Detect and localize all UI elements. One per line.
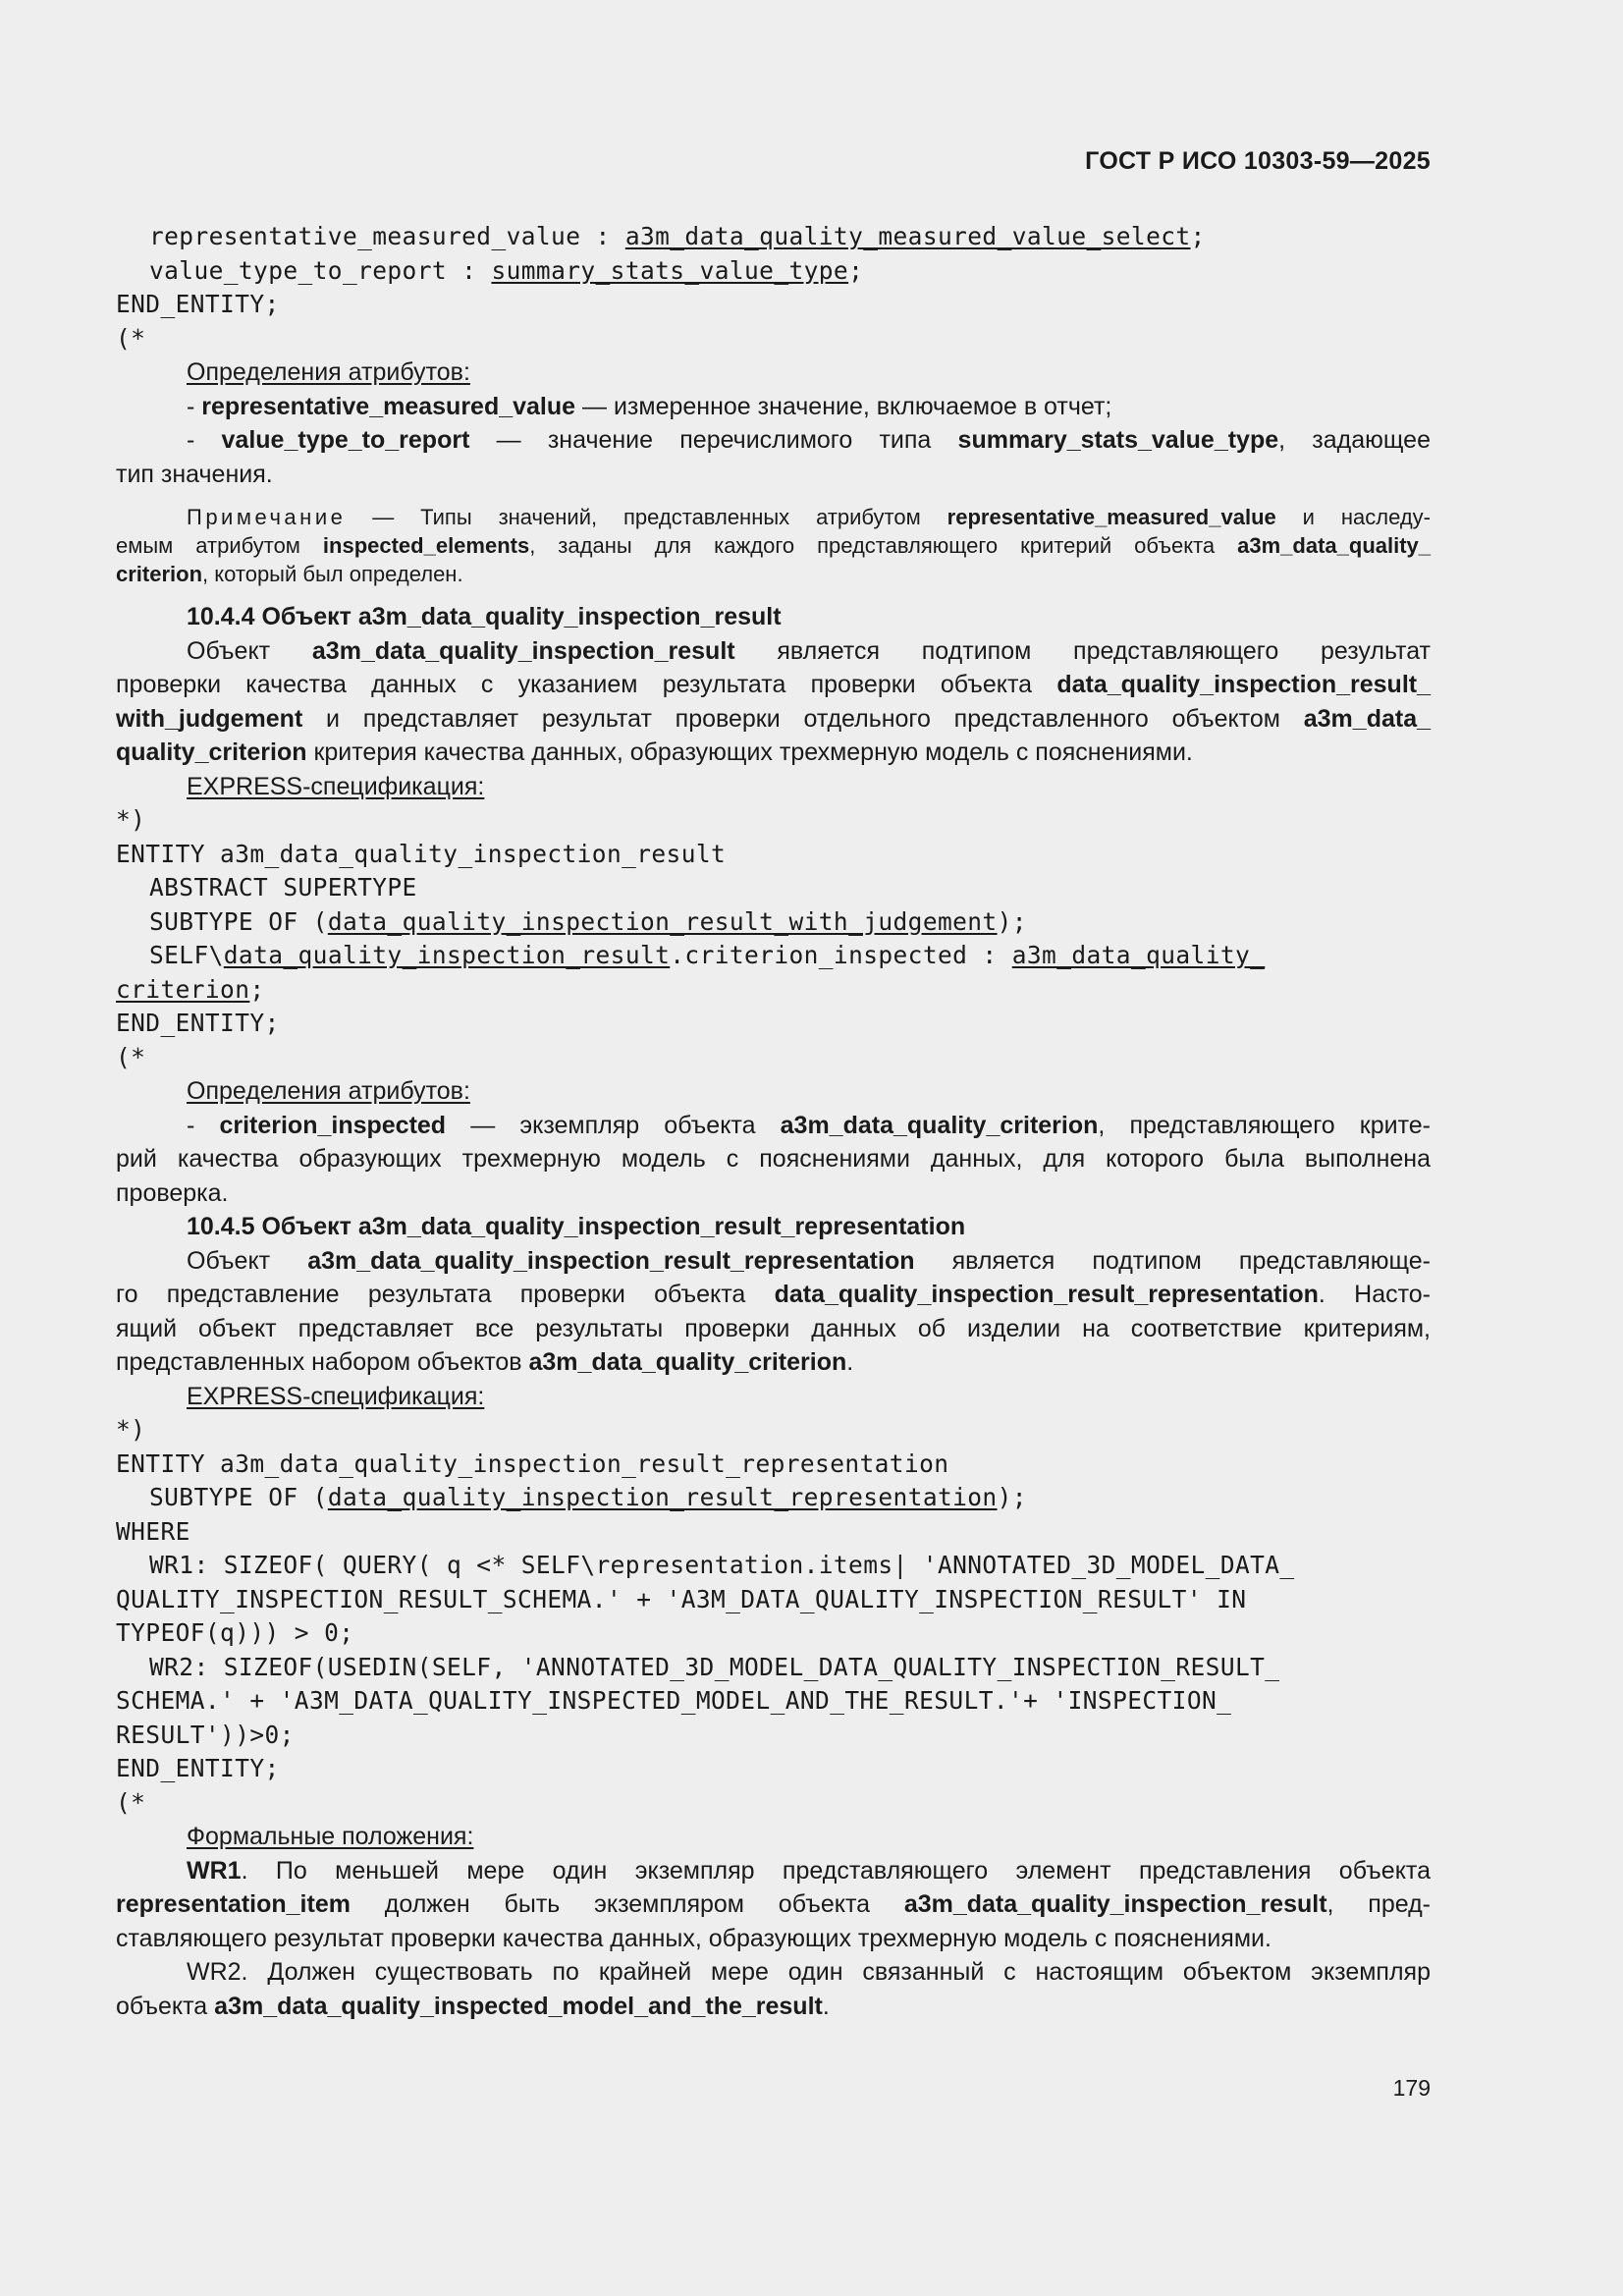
attribute-term: criterion_inspected xyxy=(219,1111,447,1139)
entity-term: a3m_data_quality_criterion xyxy=(780,1111,1099,1139)
page-number: 179 xyxy=(1392,2075,1431,2101)
code-line xyxy=(116,973,1431,1008)
text: го представление результата проверки объекта xyxy=(116,1281,775,1308)
paragraph-line xyxy=(116,1887,1431,1922)
type-reference: summary_stats_value_type xyxy=(491,255,849,285)
code-text: value_type_to_report : xyxy=(149,255,492,285)
code-text: ); xyxy=(997,906,1027,936)
code-line xyxy=(116,1481,1431,1515)
code-line xyxy=(116,939,1431,973)
type-reference: data_quality_inspection_result xyxy=(223,941,671,969)
entity-term: with_judgement xyxy=(116,704,303,733)
document-header: ГОСТ Р ИСО 10303-59—2025 xyxy=(1085,147,1431,175)
text: Объект xyxy=(187,1246,308,1275)
text: должен быть экземпляром объекта xyxy=(350,1890,904,1918)
heading-text: Определения атрибутов: xyxy=(187,358,470,386)
attribute-item xyxy=(116,390,1431,424)
note-term: representative_measured_value xyxy=(947,505,1276,529)
code-text: ; xyxy=(848,255,864,285)
type-reference: data_quality_inspection_result_with_judgement xyxy=(327,906,998,936)
code-line: QUALITY_INSPECTION_RESULT_SCHEMA.' + 'A3M_DATA_QUALITY_INSPECTION_RESULT' IN xyxy=(116,1584,1247,1613)
attribute-item xyxy=(116,423,1431,458)
type-reference: a3m_data_quality_ xyxy=(1011,941,1266,969)
text: . Насто- xyxy=(1318,1281,1431,1308)
note-term: inspected_elements xyxy=(322,533,530,558)
code-line xyxy=(116,254,1431,289)
paragraph-line: рий качества образующих трехмерную модель с пояснениями данных, для которого была выполнена xyxy=(116,1145,1431,1173)
code-line: END_ENTITY; xyxy=(116,1754,280,1782)
code-text: ); xyxy=(997,1483,1027,1511)
section-heading: 10.4.4 Объект a3m_data_quality_inspection_result xyxy=(187,603,782,630)
type-reference: criterion xyxy=(116,974,250,1004)
code-line: TYPEOF(q))) > 0; xyxy=(116,1618,354,1647)
document-body xyxy=(116,220,1431,2023)
code-line: ENTITY a3m_data_quality_inspection_result xyxy=(116,839,727,868)
note-line xyxy=(116,531,1431,560)
code-line: SCHEMA.' + 'A3M_DATA_QUALITY_INSPECTED_MODEL_AND_THE_RESULT.'+ 'INSPECTION_ xyxy=(116,1686,1232,1715)
formal-heading xyxy=(116,1820,1431,1854)
code-line: WR1: SIZEOF( QUERY( q <* SELF\representation.items| 'ANNOTATED_3D_MODEL_DATA_ xyxy=(149,1551,1295,1579)
dash: - xyxy=(187,392,202,420)
paragraph-line xyxy=(116,736,1431,770)
entity-term: a3m_data_ xyxy=(1303,704,1431,733)
paragraph-line xyxy=(116,668,1431,702)
note-text: — Типы значений, представленных атрибутом xyxy=(346,505,947,529)
code-text: SUBTYPE OF ( xyxy=(149,906,328,936)
code-line: WHERE xyxy=(116,1516,190,1546)
code-line xyxy=(116,905,1431,940)
note-text: емым атрибутом xyxy=(116,533,323,558)
note-term: criterion xyxy=(116,562,203,586)
entity-term: representation_item xyxy=(116,1890,351,1918)
attributes-heading xyxy=(116,1074,1431,1109)
code-line: *) xyxy=(116,805,146,834)
code-line: (* xyxy=(116,1787,146,1817)
text: критерия качества данных, образующих трехмерную модель с пояснениями. xyxy=(306,738,1193,766)
entity-term: a3m_data_quality_inspection_result xyxy=(311,636,735,665)
code-text: .criterion_inspected : xyxy=(670,941,1012,969)
attribute-term: representative_measured_value xyxy=(201,392,576,420)
attribute-description: — значение перечислимого типа xyxy=(469,426,958,454)
code-line: RESULT'))>0; xyxy=(116,1720,295,1749)
attribute-term: value_type_to_report xyxy=(221,426,470,454)
code-line: END_ENTITY; xyxy=(116,290,280,318)
heading-text: EXPRESS-спецификация: xyxy=(187,1382,485,1410)
type-reference: a3m_data_quality_measured_value_select xyxy=(624,222,1191,250)
text: . xyxy=(822,1992,830,2020)
heading-text: EXPRESS-спецификация: xyxy=(187,772,485,800)
code-text: SUBTYPE OF ( xyxy=(149,1483,328,1511)
text: — экземпляр объекта xyxy=(446,1111,781,1139)
text: и представляет результат проверки отдельного представленного объектом xyxy=(302,704,1304,733)
code-line: *) xyxy=(116,1415,146,1444)
note-text: , который был определен. xyxy=(202,562,463,586)
code-line: END_ENTITY; xyxy=(116,1009,280,1037)
note-label: Примечание xyxy=(187,505,347,529)
entity-term: a3m_data_quality_inspection_result_representation xyxy=(307,1246,915,1275)
text: является подтипом представляющего результат xyxy=(734,636,1432,665)
code-text: SELF\ xyxy=(149,941,224,969)
attribute-description: — измеренное значение, включаемое в отчет; xyxy=(575,392,1112,420)
paragraph-line: проверка. xyxy=(116,1178,229,1207)
paragraph-line xyxy=(116,1278,1431,1312)
rule-label: WR1 xyxy=(187,1856,242,1885)
attribute-description: , задающее xyxy=(1278,426,1431,454)
text: . По меньшей мере один экземпляр представляющего элемент представления объекта xyxy=(241,1856,1431,1885)
entity-term: data_quality_inspection_result_representation xyxy=(774,1281,1319,1308)
attribute-item-continued: тип значения. xyxy=(116,460,273,488)
dash: - xyxy=(187,1111,220,1139)
express-heading xyxy=(116,1380,1431,1414)
entity-term: a3m_data_quality_inspected_model_and_the_result xyxy=(214,1992,823,2020)
paragraph-line xyxy=(116,1244,1431,1279)
code-line: ENTITY a3m_data_quality_inspection_result_representation xyxy=(116,1449,949,1478)
note-text: , заданы для каждого представляющего критерий объекта xyxy=(529,533,1238,558)
text: , представляющего крите- xyxy=(1098,1111,1431,1139)
paragraph-line: WR2. Должен существовать по крайней мере один связанный с настоящим объектом экземпляр xyxy=(187,1958,1431,1986)
text: проверки качества данных с указанием результата проверки объекта xyxy=(116,671,1057,698)
text: Объект xyxy=(187,636,312,665)
paragraph-line xyxy=(116,702,1431,737)
paragraph-line xyxy=(116,1990,1431,2024)
text: . xyxy=(846,1348,854,1376)
note-line xyxy=(116,560,1431,588)
paragraph-line: ящий объект представляет все результаты проверки данных об изделии на соответствие критериям, xyxy=(116,1314,1431,1342)
text: объекта xyxy=(116,1992,215,2020)
note-text: и наследу- xyxy=(1275,505,1431,529)
attribute-item xyxy=(116,1109,1431,1143)
text: , пред- xyxy=(1326,1890,1431,1918)
text: является подтипом представляюще- xyxy=(914,1246,1431,1275)
heading-text: Формальные положения: xyxy=(187,1823,474,1850)
note-line xyxy=(116,503,1431,531)
entity-term: a3m_data_quality_inspection_result xyxy=(903,1890,1327,1918)
note-term: a3m_data_quality_ xyxy=(1237,533,1432,558)
attributes-heading xyxy=(116,355,1431,390)
dash: - xyxy=(187,426,222,454)
code-text: ; xyxy=(1190,222,1206,250)
code-line xyxy=(116,220,1431,254)
entity-term: quality_criterion xyxy=(116,738,307,766)
entity-term: a3m_data_quality_criterion xyxy=(528,1348,847,1376)
section-heading: 10.4.5 Объект a3m_data_quality_inspection_result_representation xyxy=(187,1213,966,1240)
code-line: (* xyxy=(116,1042,146,1071)
code-line: (* xyxy=(116,323,146,353)
type-term: summary_stats_value_type xyxy=(957,426,1279,454)
text: представленных набором объектов xyxy=(116,1348,529,1376)
paragraph-line xyxy=(116,634,1431,669)
code-text: representative_measured_value : xyxy=(149,222,625,250)
entity-term: data_quality_inspection_result_ xyxy=(1056,671,1431,698)
code-text: ; xyxy=(249,974,265,1004)
heading-text: Определения атрибутов: xyxy=(187,1077,470,1105)
type-reference: data_quality_inspection_result_representation xyxy=(327,1483,998,1511)
code-line: ABSTRACT SUPERTYPE xyxy=(149,873,417,902)
express-heading xyxy=(116,770,1431,804)
paragraph-line xyxy=(116,1854,1431,1888)
paragraph-line xyxy=(116,1345,1431,1380)
code-line: WR2: SIZEOF(USEDIN(SELF, 'ANNOTATED_3D_MODEL_DATA_QUALITY_INSPECTION_RESULT_ xyxy=(149,1652,1280,1681)
paragraph-line: ставляющего результат проверки качества данных, образующих трехмерную модель с пояснениями. xyxy=(116,1924,1271,1952)
